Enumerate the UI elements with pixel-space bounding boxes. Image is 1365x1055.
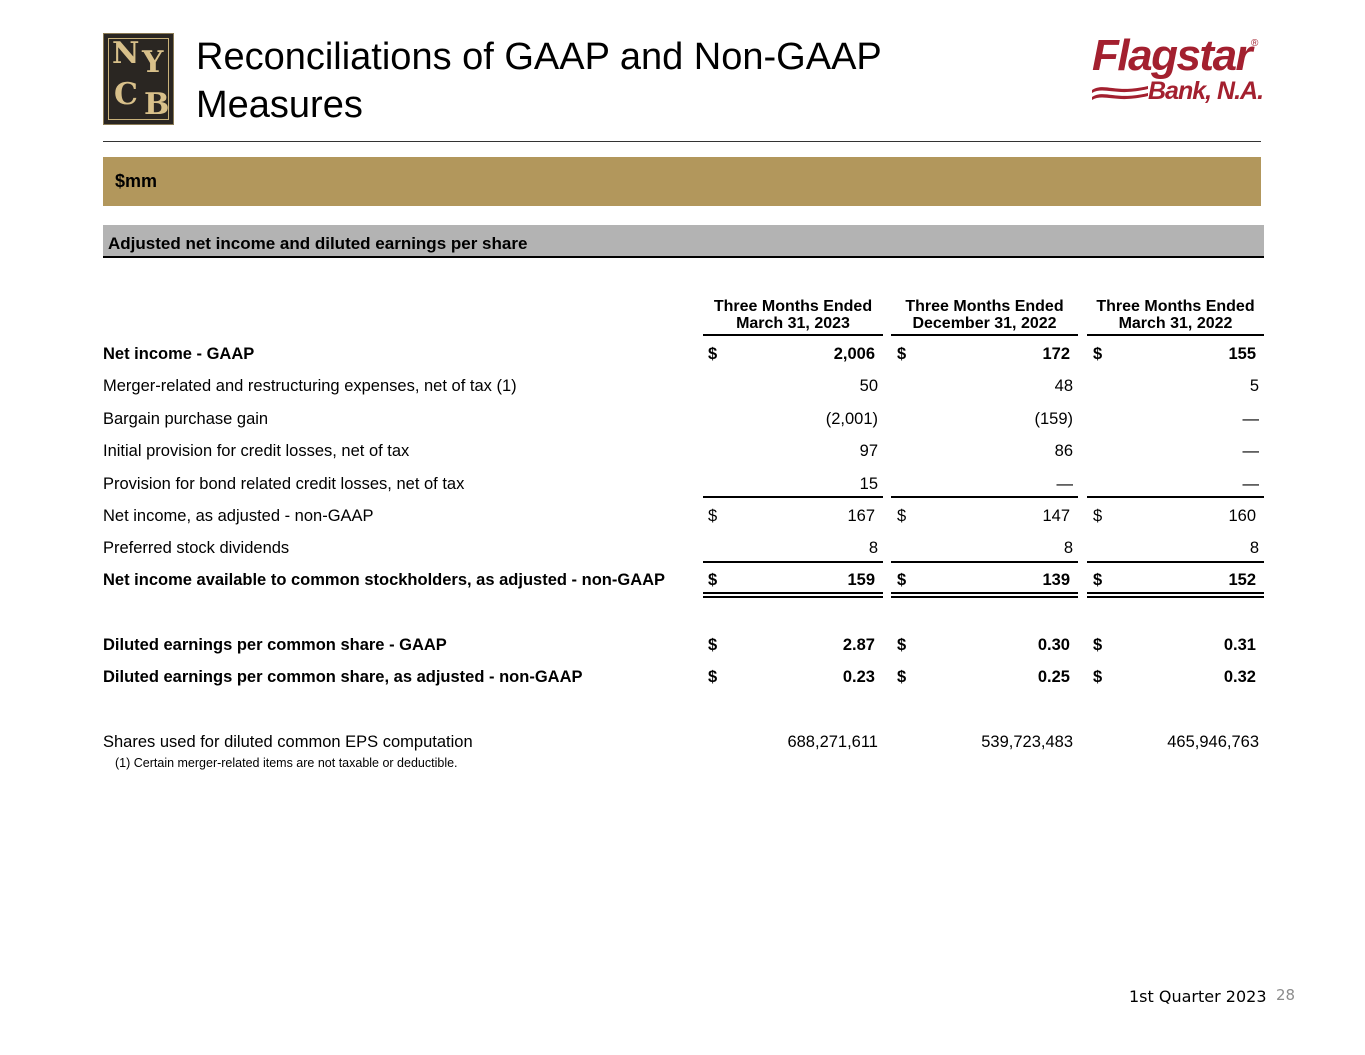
value-cell: — xyxy=(1242,410,1259,428)
nycb-logo-letter: Y xyxy=(142,45,164,80)
currency-symbol: $ xyxy=(708,345,718,363)
row-label: Net income available to common stockholders, as adjusted - non-GAAP xyxy=(103,571,666,589)
page-number: 28 xyxy=(1276,986,1296,1004)
currency-symbol: $ xyxy=(1093,571,1103,589)
footer-period: 1st Quarter 2023 xyxy=(1129,987,1267,1006)
flag-wave-icon xyxy=(1090,80,1150,104)
value-cell: 139 xyxy=(1042,571,1070,589)
value-cell: 15 xyxy=(859,475,878,493)
column-header-q1-2023: Three Months Ended March 31, 2023 xyxy=(703,270,883,336)
value-cell: 8 xyxy=(1249,539,1259,557)
subtotal-rule xyxy=(891,496,1078,498)
row-label: Provision for bond related credit losses, net of tax xyxy=(103,475,465,493)
unit-label: $mm xyxy=(115,171,158,191)
currency-symbol: $ xyxy=(708,571,718,589)
registered-mark: ® xyxy=(1251,38,1259,49)
currency-symbol: $ xyxy=(708,636,718,654)
value-cell: 539,723,483 xyxy=(981,733,1073,751)
value-cell: 2,006 xyxy=(833,345,875,363)
currency-symbol: $ xyxy=(897,636,907,654)
value-cell: (2,001) xyxy=(825,410,878,428)
value-cell: 0.30 xyxy=(1037,636,1070,654)
value-cell: 0.32 xyxy=(1223,668,1256,686)
subtotal-rule xyxy=(1087,496,1264,498)
currency-symbol: $ xyxy=(708,507,718,525)
total-double-rule xyxy=(1087,592,1264,598)
value-cell: 167 xyxy=(847,507,875,525)
flagstar-logo xyxy=(1090,30,1265,110)
value-cell: 147 xyxy=(1042,507,1070,525)
currency-symbol: $ xyxy=(897,345,907,363)
column-header-q1-2022: Three Months Ended March 31, 2022 xyxy=(1087,270,1264,336)
total-double-rule xyxy=(891,592,1078,598)
currency-symbol: $ xyxy=(1093,636,1103,654)
value-cell: 8 xyxy=(868,539,878,557)
nycb-logo-letter: B xyxy=(144,87,170,122)
total-double-rule xyxy=(703,592,883,598)
value-cell: 155 xyxy=(1228,345,1256,363)
row-label: Diluted earnings per common share, as adjusted - non-GAAP xyxy=(103,668,583,686)
currency-symbol: $ xyxy=(897,507,907,525)
value-cell: 97 xyxy=(859,442,878,460)
value-cell: 172 xyxy=(1042,345,1070,363)
page-title: Reconciliations of GAAP and Non-GAAP Measures xyxy=(196,36,882,126)
value-cell: 152 xyxy=(1228,571,1256,589)
nycb-logo xyxy=(103,33,174,125)
row-label: Shares used for diluted common EPS computation xyxy=(103,733,473,751)
value-cell: — xyxy=(1056,475,1073,493)
value-cell: — xyxy=(1242,475,1259,493)
flagstar-logo-word: Flagstar xyxy=(1092,31,1252,80)
row-label: Bargain purchase gain xyxy=(103,410,269,428)
currency-symbol: $ xyxy=(897,668,907,686)
unit-banner xyxy=(103,157,1261,206)
section-header xyxy=(103,225,1264,258)
row-label: Diluted earnings per common share - GAAP xyxy=(103,636,447,654)
value-cell: 2.87 xyxy=(842,636,875,654)
currency-symbol: $ xyxy=(1093,345,1103,363)
subtotal-rule xyxy=(891,561,1078,563)
subtotal-rule xyxy=(703,561,883,563)
row-label: Merger-related and restructuring expenses, net of tax (1) xyxy=(103,377,517,395)
value-cell: (159) xyxy=(1034,410,1073,428)
value-cell: 86 xyxy=(1054,442,1073,460)
section-title: Adjusted net income and diluted earnings per share xyxy=(108,234,528,253)
nycb-logo-letter: N xyxy=(112,36,140,71)
nycb-logo-letter: C xyxy=(114,77,138,112)
subtotal-rule xyxy=(703,496,883,498)
header-divider xyxy=(103,141,1261,142)
value-cell: 50 xyxy=(859,377,878,395)
value-cell: — xyxy=(1242,442,1259,460)
footnote: (1) Certain merger-related items are not taxable or deductible. xyxy=(115,756,458,770)
row-label: Initial provision for credit losses, net of tax xyxy=(103,442,410,460)
column-header-q4-2022: Three Months Ended December 31, 2022 xyxy=(891,270,1078,336)
flagstar-logo-subtitle: Bank, N.A. xyxy=(1148,77,1264,105)
currency-symbol: $ xyxy=(897,571,907,589)
currency-symbol: $ xyxy=(1093,507,1103,525)
row-label: Net income - GAAP xyxy=(103,345,255,363)
value-cell: 465,946,763 xyxy=(1167,733,1259,751)
value-cell: 8 xyxy=(1063,539,1073,557)
value-cell: 0.25 xyxy=(1037,668,1070,686)
value-cell: 159 xyxy=(847,571,875,589)
value-cell: 5 xyxy=(1249,377,1259,395)
row-label: Preferred stock dividends xyxy=(103,539,290,557)
value-cell: 0.23 xyxy=(842,668,875,686)
value-cell: 688,271,611 xyxy=(787,733,878,751)
value-cell: 160 xyxy=(1228,507,1256,525)
currency-symbol: $ xyxy=(708,668,718,686)
value-cell: 0.31 xyxy=(1223,636,1256,654)
currency-symbol: $ xyxy=(1093,668,1103,686)
row-label: Net income, as adjusted - non-GAAP xyxy=(103,507,374,525)
subtotal-rule xyxy=(1087,561,1264,563)
value-cell: 48 xyxy=(1054,377,1073,395)
